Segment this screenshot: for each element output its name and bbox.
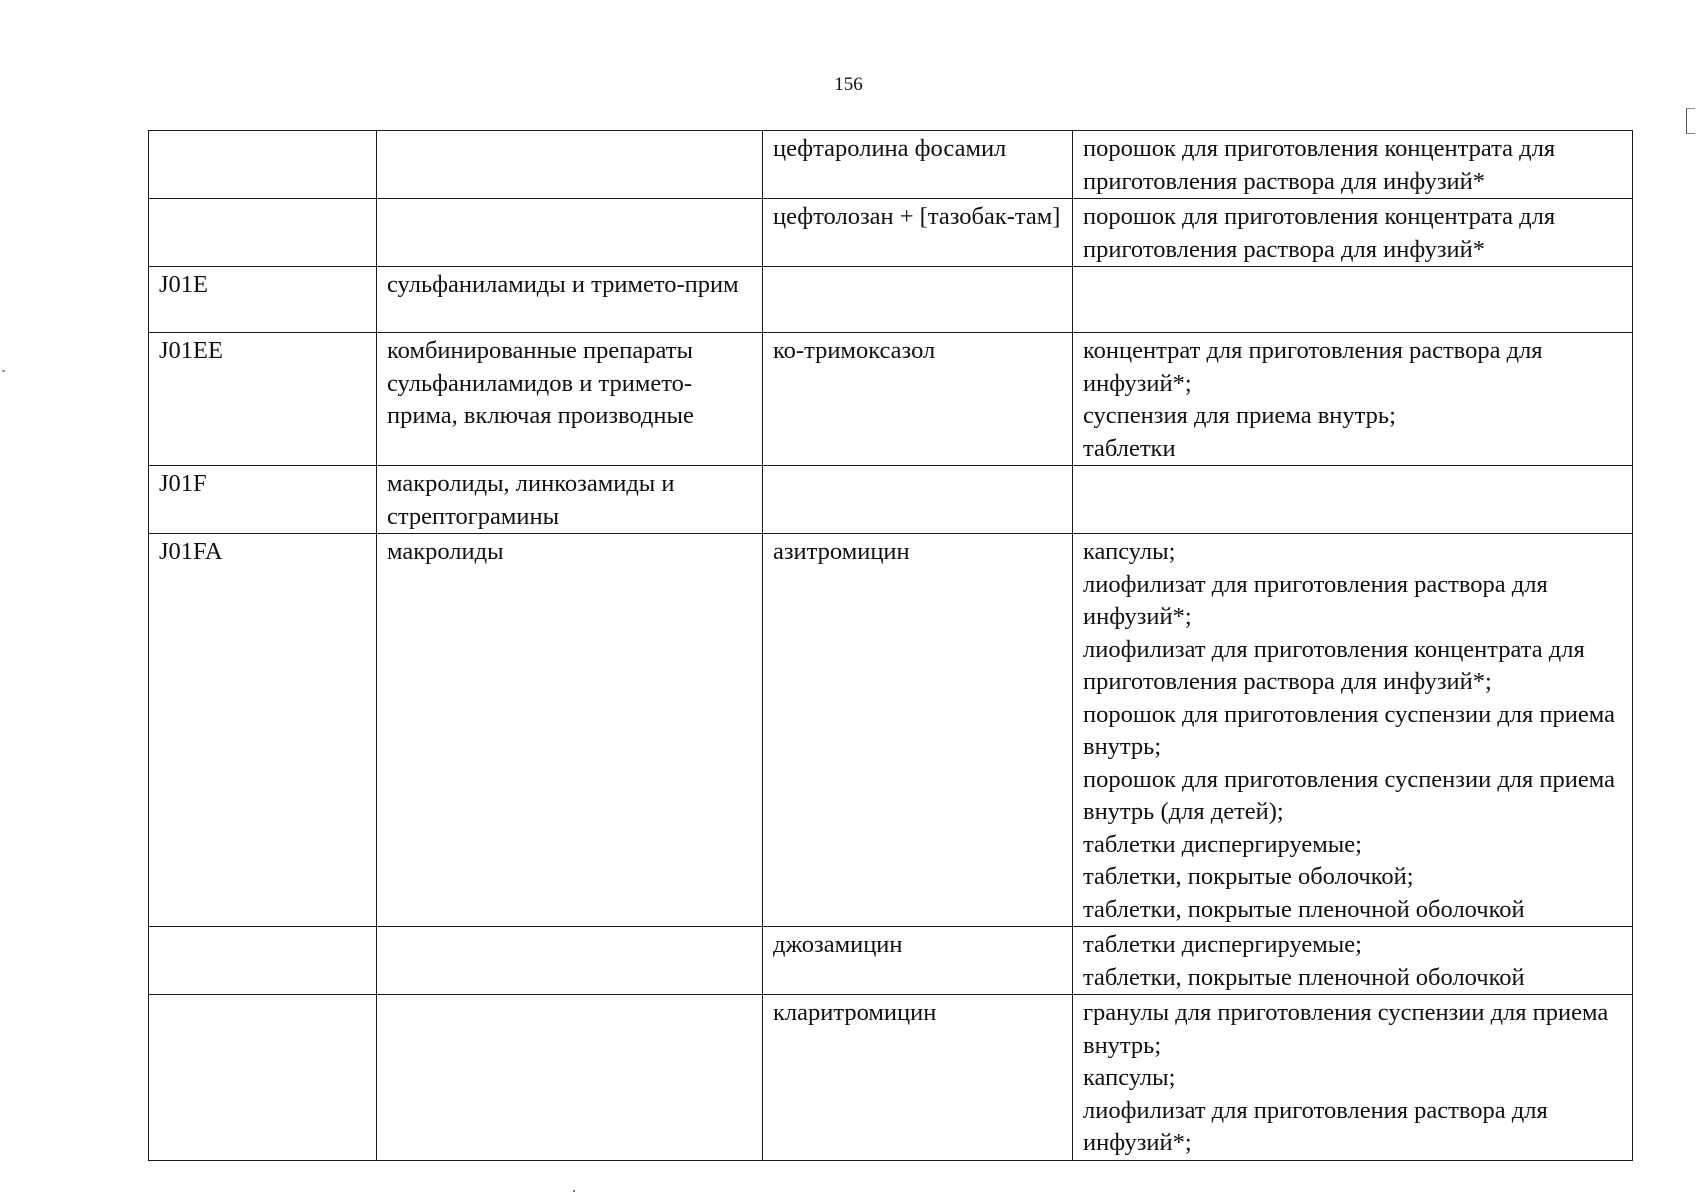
atc-code-cell: J01FA: [149, 534, 377, 927]
atc-code-cell: J01E: [149, 267, 377, 333]
atc-code-cell: [149, 995, 377, 1161]
atc-code-cell: J01F: [149, 466, 377, 534]
table-row: [149, 927, 1633, 995]
drug-cell: [763, 267, 1073, 333]
forms-cell: концентрат для приготовления раствора для инфузий*; суспензия для приема внутрь; таблетки: [1073, 333, 1633, 466]
table-row: [149, 995, 1633, 1161]
forms-cell: порошок для приготовления концентрата для приготовления раствора для инфузий*: [1073, 131, 1633, 199]
drug-cell: ко-тримоксазол: [763, 333, 1073, 466]
drug-cell: азитромицин: [763, 534, 1073, 927]
forms-cell: порошок для приготовления концентрата для приготовления раствора для инфузий*: [1073, 199, 1633, 267]
table-row: [149, 466, 1633, 534]
atc-code-cell: [149, 131, 377, 199]
drug-cell: кларитромицин: [763, 995, 1073, 1161]
drug-cell: цефтолозан + [тазобак-там]: [763, 199, 1073, 267]
group-cell: комбинированные препараты сульфаниламидов и тримето-прима, включая производные: [377, 333, 763, 466]
group-cell: сульфаниламиды и тримето-прим: [377, 267, 763, 333]
table-row: [149, 333, 1633, 466]
group-cell: [377, 199, 763, 267]
drug-cell: [763, 466, 1073, 534]
table-row: [149, 131, 1633, 199]
scan-tick: [2, 370, 5, 372]
forms-cell: капсулы; лиофилизат для приготовления раствора для инфузий*; лиофилизат для приготовления концентрата для приготовления раствора для инфузий*; порошок для приготовления суспензии для приема внутрь; порошок для приготовления суспензии для приема внутрь (для детей); таблетки диспергируемые; таблетки, покрытые оболочкой; таблетки, покрытые пленочной оболочкой: [1073, 534, 1633, 927]
forms-cell: [1073, 267, 1633, 333]
atc-code-cell: [149, 927, 377, 995]
group-cell: макролиды: [377, 534, 763, 927]
scan-speck: [573, 1190, 575, 1192]
atc-code-cell: [149, 199, 377, 267]
page-number: 156: [834, 74, 863, 95]
group-cell: [377, 927, 763, 995]
drug-table: [148, 130, 1633, 1161]
forms-cell: [1073, 466, 1633, 534]
forms-cell: таблетки диспергируемые; таблетки, покрытые пленочной оболочкой: [1073, 927, 1633, 995]
table-row: [149, 534, 1633, 927]
group-cell: [377, 131, 763, 199]
table-row: [149, 267, 1633, 333]
table-row: [149, 199, 1633, 267]
group-cell: [377, 995, 763, 1161]
forms-cell: гранулы для приготовления суспензии для приема внутрь; капсулы; лиофилизат для приготовления раствора для инфузий*;: [1073, 995, 1633, 1161]
drug-cell: джозамицин: [763, 927, 1073, 995]
drug-cell: цефтаролина фосамил: [763, 131, 1073, 199]
group-cell: макролиды, линкозамиды и стрептограмины: [377, 466, 763, 534]
page-edge-mark: [1686, 108, 1695, 134]
atc-code-cell: J01EE: [149, 333, 377, 466]
